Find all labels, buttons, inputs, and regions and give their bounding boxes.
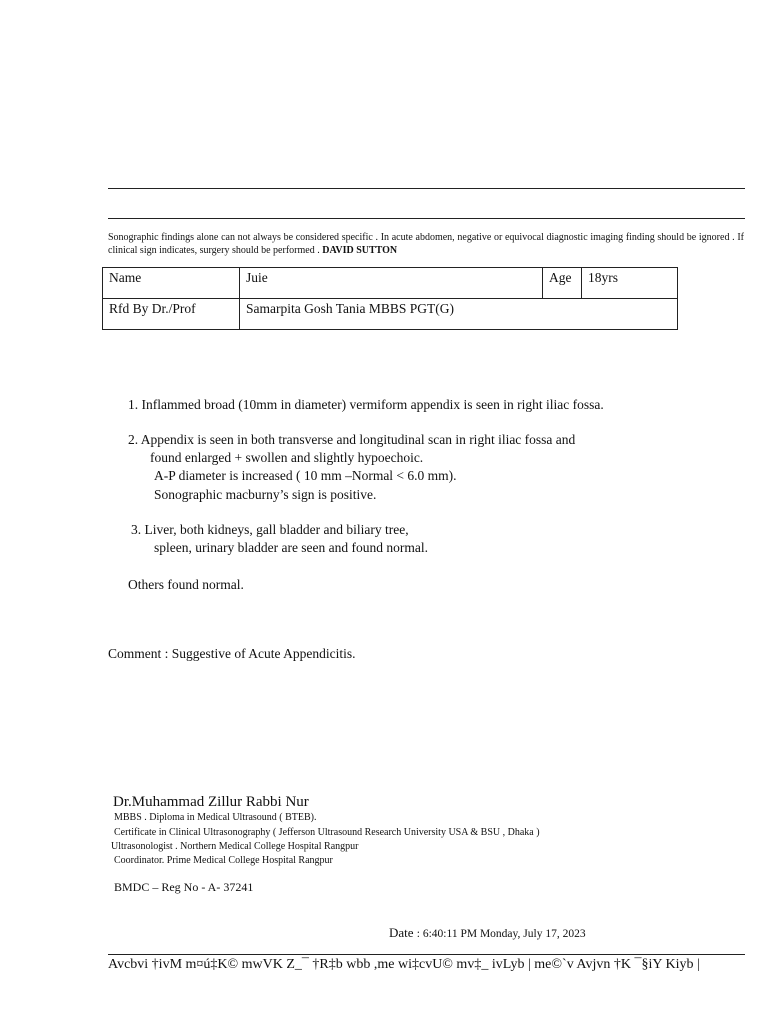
comment: Comment : Suggestive of Acute Appendicitis.: [108, 646, 356, 661]
date-label: Date: [389, 925, 414, 940]
footer-note: Avcbvi †ivM m¤ú‡K© mwVK Z_¯ †R‡b wbb ,me wi‡cvU© mv‡_ ivLyb | me©`v Avjvn †K ¯§iY Kiyb |: [108, 957, 700, 972]
finding-2-line-1: 2. Appendix is seen in both transverse and longitudinal scan in right iliac fossa and: [128, 432, 576, 447]
others-finding: Others found normal.: [128, 577, 244, 592]
age-value: 18yrs: [582, 268, 678, 299]
rfd-value: Samarpita Gosh Tania MBBS PGT(G): [240, 299, 678, 330]
doctor-name: Dr.Muhammad Zillur Rabbi Nur: [113, 794, 309, 810]
date-value: : 6:40:11 PM Monday, July 17, 2023: [416, 928, 586, 940]
disclaimer-author: DAVID SUTTON: [322, 245, 398, 256]
doctor-credential-1: MBBS . Diploma in Medical Ultrasound ( BTEB).: [114, 812, 317, 823]
finding-2-line-2: found enlarged + swollen and slightly hypoechoic.: [150, 450, 424, 465]
header-rule-top: [108, 188, 745, 189]
doctor-credential-3: Ultrasonologist . Northern Medical College Hospital Rangpur: [111, 841, 359, 852]
header-rule-bottom: [108, 218, 745, 219]
finding-3-line-2: spleen, urinary bladder are seen and found normal.: [154, 540, 429, 555]
finding-3-line-1: 3. Liver, both kidneys, gall bladder and biliary tree,: [131, 522, 409, 537]
registration-number: BMDC – Reg No - A- 37241: [114, 880, 254, 894]
footer-rule: [108, 954, 745, 955]
disclaimer: [108, 231, 744, 257]
finding-2-line-4: Sonographic macburny’s sign is positive.: [154, 487, 377, 502]
finding-1: 1. Inflammed broad (10mm in diameter) vermiform appendix is seen in right iliac fossa.: [128, 397, 604, 412]
table-row: [103, 299, 678, 330]
name-label: Name: [103, 268, 240, 299]
patient-info-table: [102, 267, 678, 330]
rfd-label: Rfd By Dr./Prof: [103, 299, 240, 330]
finding-2-line-3: A-P diameter is increased ( 10 mm –Normal < 6.0 mm).: [154, 468, 457, 483]
doctor-credential-2: Certificate in Clinical Ultrasonography ( Jefferson Ultrasound Research University USA & BSU , Dhaka ): [114, 827, 540, 838]
disclaimer-text: Sonographic findings alone can not always be considered specific . In acute abdomen, negative or equivocal diagnostic imaging finding should be ignored . If clinical sign indicates, surgery should be performed .: [108, 232, 744, 256]
table-row: [103, 268, 678, 299]
doctor-credential-4: Coordinator. Prime Medical College Hospital Rangpur: [114, 855, 333, 866]
report-date: [389, 925, 586, 941]
name-value: Juie: [240, 268, 543, 299]
age-label: Age: [543, 268, 582, 299]
